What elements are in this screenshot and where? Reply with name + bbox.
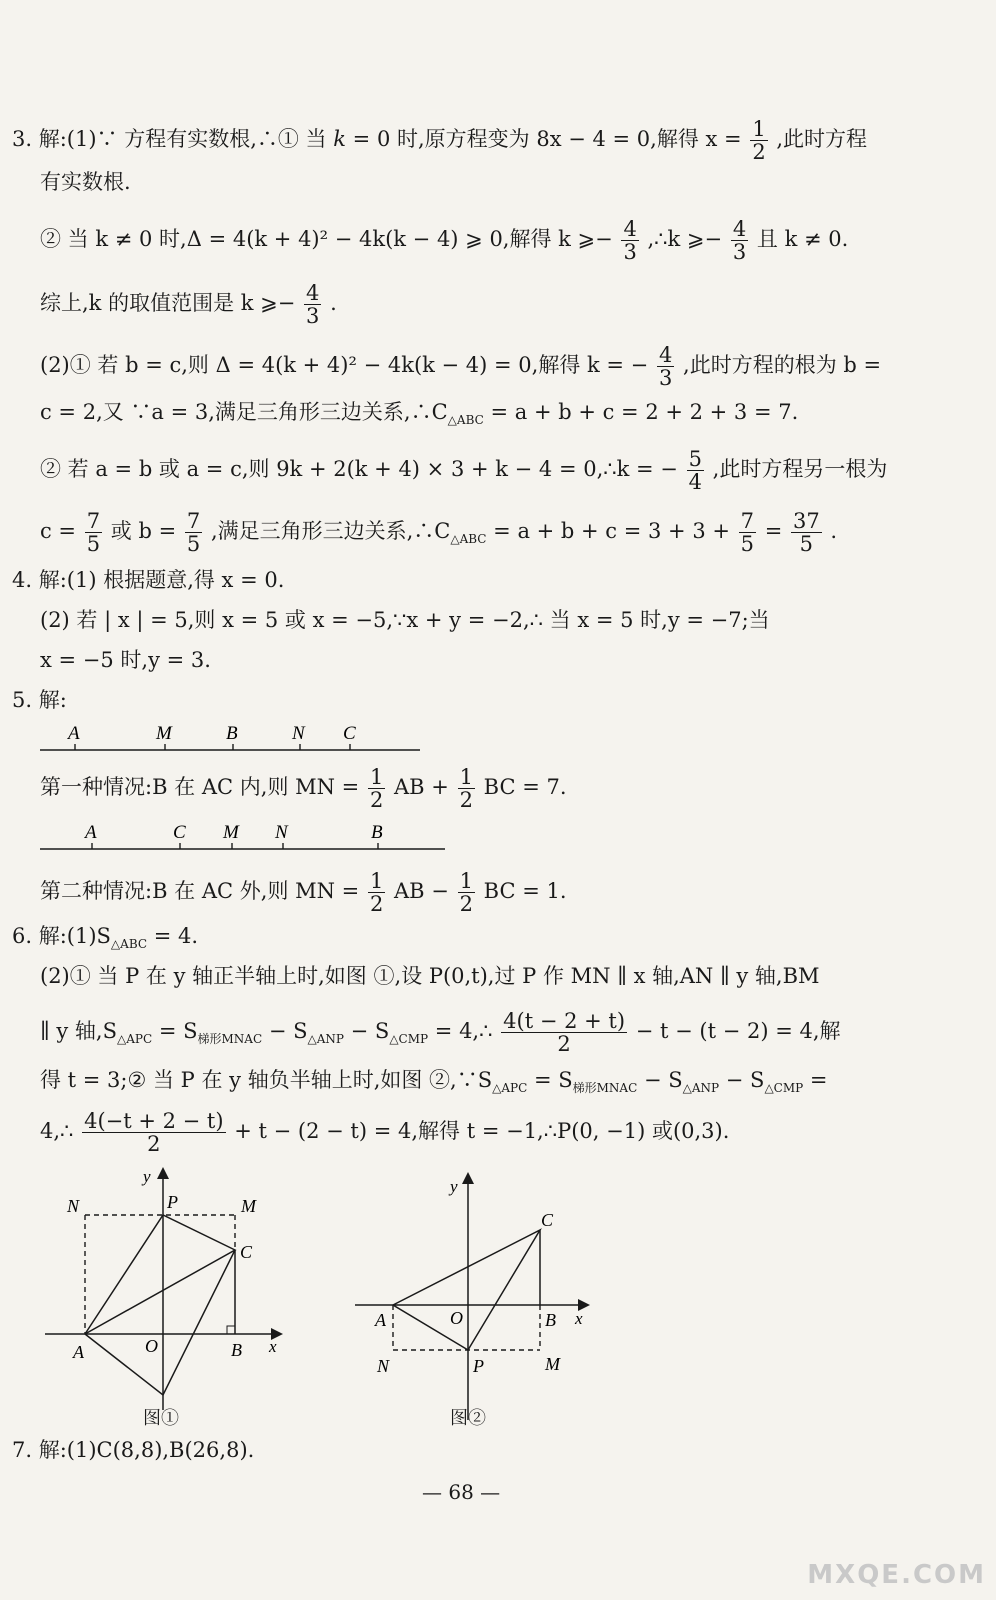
q3-line7: ② 若 a = b 或 a = c,则 9k + 2(k + 4) × 3 + k − 4 = 0,∴k = − $\frac{5}{4}$ ,此时方程另一根为 — [40, 447, 888, 494]
q3-line5: (2)① 若 b = c,则 Δ = 4(k + 4)² − 4k(k − 4) = 0,解得 k = − $\frac{4}{3}$ ,此时方程的根为 b = — [40, 343, 882, 390]
q6-line3: ∥ y 轴$,S_{\triangle APC} = S_{梯形MNAC} - S_{\triangle ANP} - S_{\triangle CMP}$ = 4,∴ $\frac{4(t - 2 + t)}{2}$ − t − (t − 2) = 4,解 — [40, 1009, 841, 1056]
fraction: $\frac{1}{2}$ — [459, 869, 473, 916]
svg-text:x: x — [269, 1337, 277, 1356]
figure-1-caption: 图① — [143, 1408, 179, 1429]
svg-text:B: B — [545, 1310, 556, 1330]
q3-line3: ② 当 k ≠ 0 时,Δ = 4(k + 4)² − 4k(k − 4) ⩾ 0,解得 k ⩾− $\frac{4}{3}$ ,∴k ⩾− $\frac{4}{3}$ 且 k ≠ 0. — [40, 217, 849, 264]
svg-text:B: B — [231, 1340, 242, 1360]
point-label-M: M — [156, 723, 172, 744]
q6-line1: 6. 解$:(1)S_{\triangle ABC} = 4$. — [12, 924, 199, 952]
point-label-N: N — [275, 822, 288, 843]
fraction: $\frac{1}{2}$ — [459, 765, 473, 812]
svg-text:O: O — [450, 1308, 463, 1328]
svg-text:C: C — [240, 1242, 253, 1262]
q6-line2: (2)① 当 P 在 y 轴正半轴上时,如图 ①,设 P(0,t),过 P 作 MN ∥ x 轴,AN ∥ y 轴,BM — [40, 964, 820, 988]
fraction: $\frac{7}{5}$ — [740, 509, 755, 556]
figure-2 — [355, 1170, 600, 1430]
point-label-C: C — [343, 723, 356, 744]
q4-line3: x = −5 时,y = 3. — [40, 648, 211, 672]
fraction: $\frac{4}{3}$ — [623, 217, 637, 264]
fraction: $\frac{5}{4}$ — [688, 447, 702, 494]
fraction: $\frac{7}{5}$ — [86, 509, 101, 556]
q4-line1: 4. 解:(1) 根据题意,得 x = 0. — [12, 568, 285, 592]
fraction: $\frac{4}{3}$ — [306, 281, 320, 328]
svg-text:P: P — [167, 1192, 178, 1212]
svg-text:M: M — [545, 1354, 560, 1374]
point-label-N: N — [292, 723, 305, 744]
fraction: $\frac{4}{3}$ — [732, 217, 747, 264]
q6-line4: 得 t = 3;② 当 P 在 y 轴负半轴上时,如图 $②,\because S_{\triangle APC} = S_{梯形MNAC} - S_{\triangle ANP} - S_{\triangle CMP}$ = — [40, 1068, 828, 1096]
q7-line1: 7. 解:(1)C(8,8),B(26,8). — [12, 1438, 255, 1462]
point-label-M: M — [223, 822, 239, 843]
q3-line2: 有实数根. — [40, 170, 131, 194]
q5-case2: 第二种情况:B 在 AC 外,则 MN = $\frac{1}{2}$ AB − $\frac{1}{2}$ BC = 1. — [40, 869, 567, 916]
q4-line2: (2) 若 | x | = 5,则 x = 5 或 x = −5,∵x + y = −2,∴ 当 x = 5 时,y = −7;当 — [40, 608, 770, 632]
svg-text:O: O — [145, 1336, 158, 1356]
fraction: $\frac{7}{5}$ — [186, 509, 201, 556]
q5-case1: 第一种情况:B 在 AC 内,则 MN = $\frac{1}{2}$ AB + $\frac{1}{2}$ BC = 7. — [40, 765, 567, 812]
segment-diagram-2 — [40, 816, 460, 858]
svg-text:x: x — [575, 1309, 583, 1328]
point-label-A: A — [68, 723, 80, 744]
figure-1 — [45, 1160, 305, 1435]
svg-text:C: C — [541, 1210, 554, 1230]
fraction: $\frac{1}{2}$ — [752, 117, 766, 164]
q6-line5: 4,∴ $\frac{4(-t + 2 - t)}{2}$ + t − (2 − t) = 4,解得 t = −1,∴P(0, −1) 或(0,3). — [40, 1109, 730, 1156]
svg-text:M: M — [241, 1196, 256, 1216]
svg-text:N: N — [67, 1196, 80, 1216]
fraction: $\frac{1}{2}$ — [369, 765, 384, 812]
svg-text:N: N — [377, 1356, 390, 1376]
svg-text:y: y — [450, 1177, 458, 1196]
q3-line4: 综上,k 的取值范围是 k ⩾− $\frac{4}{3}$ . — [40, 281, 337, 328]
q5-line1: 5. 解: — [12, 688, 67, 712]
watermark-logo: MXQE.COM — [807, 1560, 986, 1590]
svg-text:y: y — [143, 1167, 151, 1186]
point-label-B: B — [226, 723, 238, 744]
fraction: $\frac{37}{5}$ — [793, 509, 820, 556]
figure-2-caption: 图② — [450, 1408, 486, 1429]
tick-marks — [75, 744, 350, 750]
segment-diagram-1 — [40, 715, 440, 761]
fraction: $\frac{4(t - 2 + t)}{2}$ — [503, 1009, 626, 1056]
point-label-A: A — [85, 822, 97, 843]
point-label-C: C — [173, 822, 186, 843]
svg-text:A: A — [375, 1310, 386, 1330]
svg-text:A: A — [73, 1342, 84, 1362]
fraction: $\frac{4(-t + 2 - t)}{2}$ — [84, 1109, 224, 1156]
q3-line6: c = 2,又 ∵a = 3,满足三角形三边关系$,\therefore C_{\triangle ABC} = a + b + c = 2 + 2 + 3 = 7$. — [40, 400, 799, 428]
point-label-B: B — [371, 822, 383, 843]
fraction: $\frac{1}{2}$ — [369, 869, 384, 916]
svg-text:P: P — [473, 1356, 484, 1376]
q3-line1: 3. 解:(1)∵ 方程有实数根,∴① 当 k = 0 时,原方程变为 8x − 4 = 0,解得 x = $\frac{1}{2}$ ,此时方程 — [12, 117, 868, 164]
q3-line8: c = $\frac{7}{5}$ 或 b = $\frac{7}{5}$ ,满足三角形三边关系$,\therefore C_{\triangle ABC} = a + b + c = 3 + 3$ + $\frac{7}{5}$ = $\frac{37}{5}$ . — [40, 509, 838, 556]
page-number: — 68 — — [422, 1480, 501, 1504]
fraction: $\frac{4}{3}$ — [658, 343, 673, 390]
